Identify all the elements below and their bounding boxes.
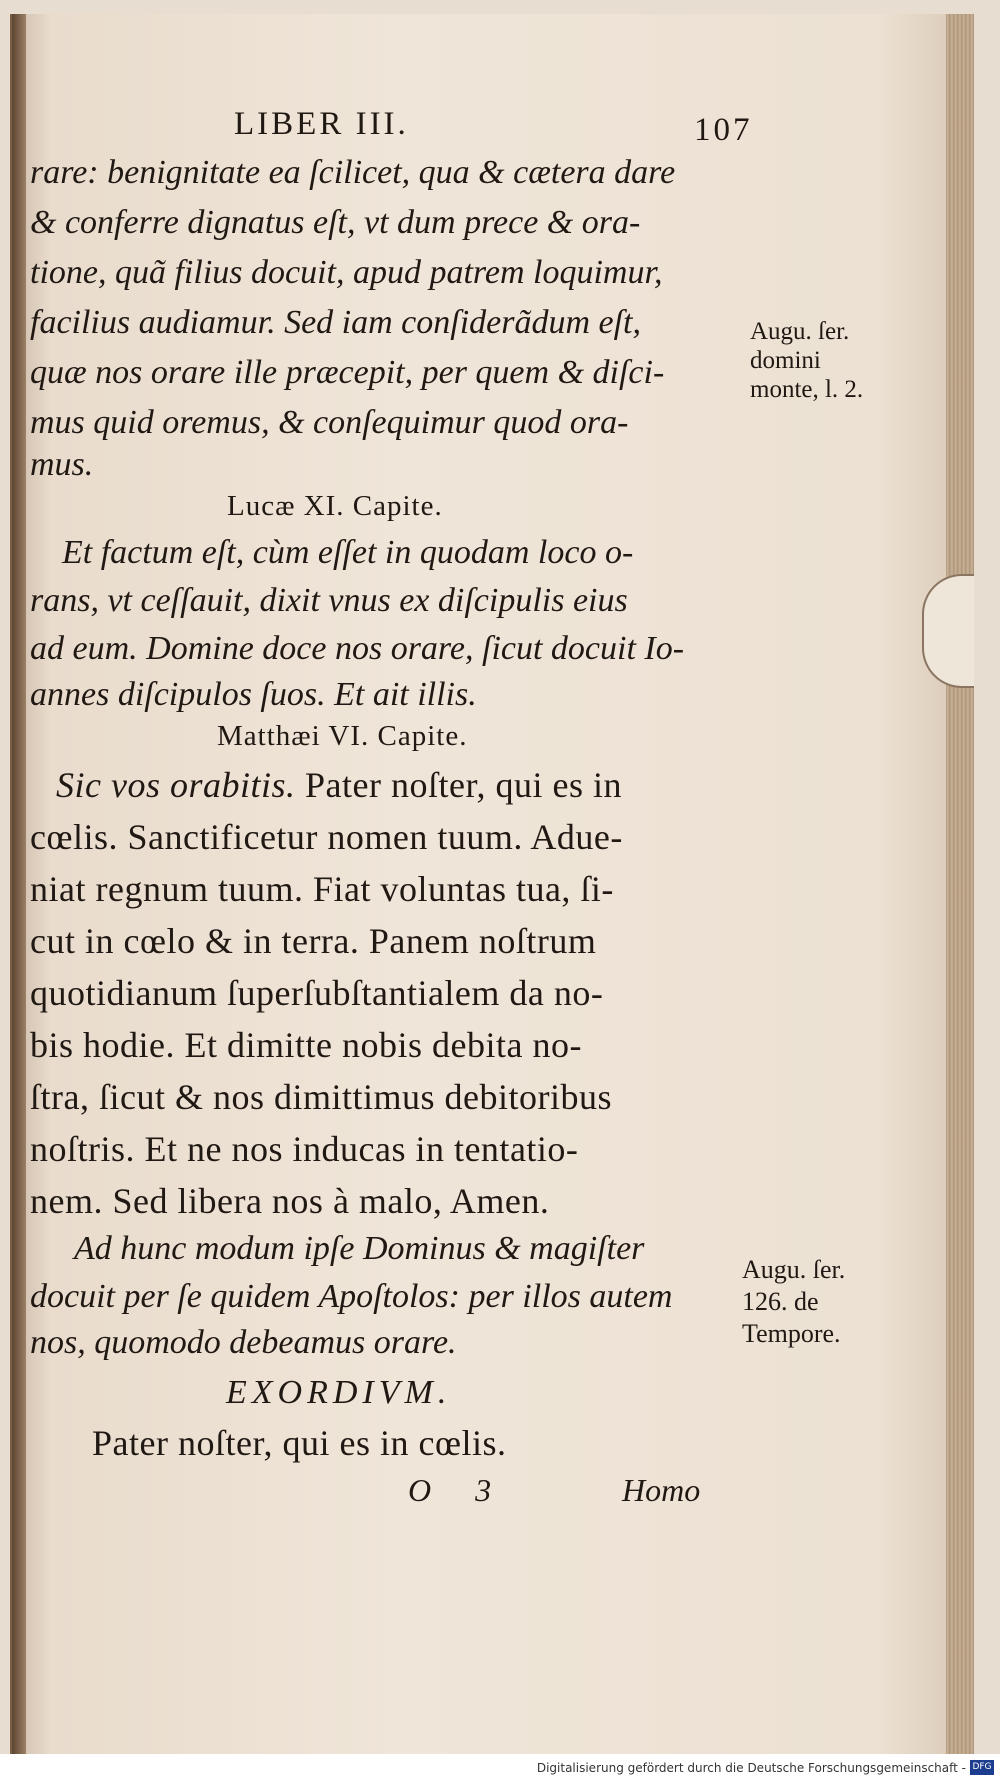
page-number: 107: [694, 112, 753, 148]
margin-note-line: monte, l. 2.: [750, 376, 864, 403]
footer-credit: Digitalisierung gefördert durch die Deutsche Forschungsgemeinschaft -: [536, 1761, 966, 1775]
text-line: ſtra, ſicut & nos dimittimus debitoribus: [30, 1077, 612, 1117]
page-stack-edge: [946, 14, 974, 1754]
text-line: tione, quã filius docuit, apud patrem loquimur,: [30, 254, 663, 291]
text-line: quotidianum ſuperſubſtantialem da no-: [30, 973, 604, 1013]
text-line: Et factum eſt, cùm eſſet in quodam loco o-: [62, 534, 634, 571]
prayer-intro: Sic vos orabitis.: [56, 765, 296, 805]
text-line: & conferre dignatus eſt, vt dum prece & ora-: [30, 204, 641, 241]
margin-note-line: Tempore.: [742, 1319, 841, 1348]
text-line: annes diſcipulos ſuos. Et ait illis.: [30, 676, 477, 713]
dfg-logo-icon: DFG: [970, 1760, 994, 1775]
digitization-footer: [0, 1754, 1000, 1786]
heading-luke: Lucæ XI. Capite.: [227, 490, 443, 522]
text-line: bis hodie. Et dimitte nobis debita no-: [30, 1025, 582, 1065]
margin-note-line: 126. de: [742, 1287, 819, 1316]
running-header: LIBER III.: [234, 106, 409, 142]
text-line: noſtris. Et ne nos inducas in tentatio-: [30, 1129, 579, 1169]
catchword: Homo: [622, 1472, 701, 1508]
signature-mark: O 3: [408, 1472, 510, 1508]
text-line: mus.: [30, 446, 94, 483]
text-line: cut in cœlo & in terra. Panem noſtrum: [30, 921, 597, 961]
text-line: nem. Sed libera nos à malo, Amen.: [30, 1181, 550, 1221]
prayer-first-line: [56, 764, 622, 806]
margin-note-line: domini: [750, 347, 821, 374]
margin-note-line: Augu. ſer.: [750, 318, 850, 345]
prayer-start: Pater noſter, qui es in: [295, 765, 622, 805]
text-line: facilius audiamur. Sed iam conſiderãdum eſt,: [30, 304, 642, 341]
text-line: cœlis. Sanctificetur nomen tuum. Adue-: [30, 817, 623, 857]
text-line: niat regnum tuum. Fiat voluntas tua, ſi-: [30, 869, 614, 909]
text-line: rans, vt ceſſauit, dixit vnus ex diſcipulis eius: [30, 582, 628, 619]
margin-note-augustine-1: [750, 317, 863, 404]
text-line: docuit per ſe quidem Apoſtolos: per illos autem: [30, 1278, 673, 1315]
text-line: quæ nos orare ille præcepit, per quem & diſci-: [30, 354, 665, 391]
text-line: Ad hunc modum ipſe Dominus & magiſter: [74, 1230, 645, 1267]
page-tab-marker: [922, 574, 974, 688]
heading-matthew: Matthæi VI. Capite.: [217, 720, 468, 752]
exordium-text: Pater noſter, qui es in cœlis.: [92, 1423, 507, 1463]
text-line: rare: benignitate ea ſcilicet, qua & cætera dare: [30, 154, 676, 191]
text-line: mus quid oremus, & conſequimur quod ora-: [30, 404, 629, 441]
margin-note-augustine-2: [742, 1254, 845, 1350]
book-binding-edge: [12, 14, 26, 1754]
exordium-heading: EXORDIVM.: [226, 1374, 452, 1411]
book-page: [10, 14, 974, 1754]
text-line: nos, quomodo debeamus orare.: [30, 1324, 457, 1361]
text-line: ad eum. Domine doce nos orare, ſicut docuit Io-: [30, 630, 685, 667]
margin-note-line: Augu. ſer.: [742, 1255, 846, 1284]
